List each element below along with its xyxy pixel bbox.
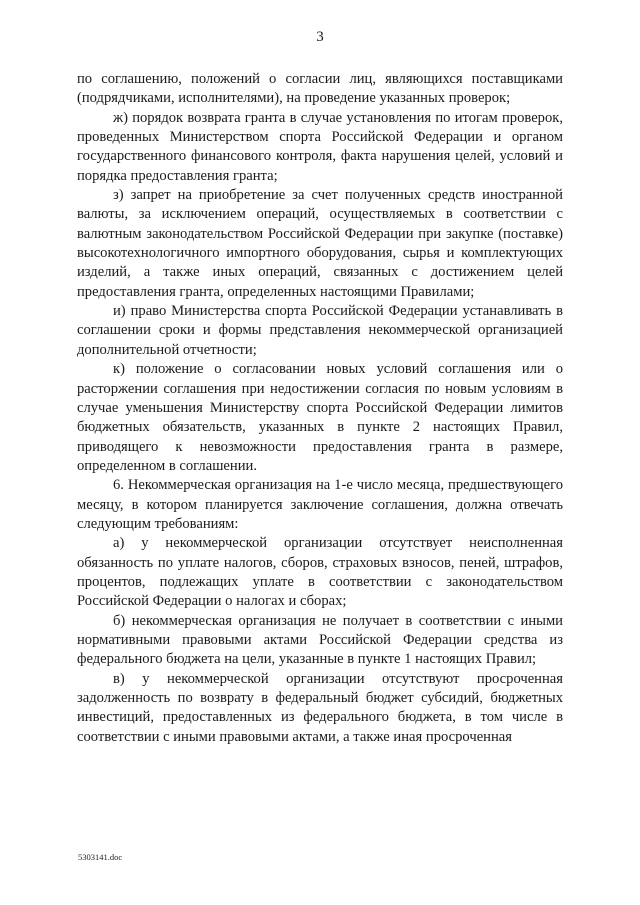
paragraph-item-z: з) запрет на приобретение за счет полученных средств иностранной валюты, за исключением операций, осуществляемых в соответствии с валютным законодательством Российской Федерации при закупке (поставке) высокотехнологичного импортного оборудования, сырья и комплектующих изделий, а также иных операций, связанных с достижением целей предоставления гранта, определенных настоящими Правилами; bbox=[77, 187, 563, 300]
paragraph-item-b: б) некоммерческая организация не получает в соответствии с иными нормативными правовыми актами Российской Федерации средства из федерального бюджета на цели, указанные в пункте 1 настоящих Правил; bbox=[77, 612, 563, 668]
paragraph-item-i: и) право Министерства спорта Российской Федерации устанавливать в соглашении сроки и формы представления некоммерческой организацией дополнительной отчетности; bbox=[77, 303, 563, 358]
paragraph-continuation: по соглашению, положений о согласии лиц, являющихся поставщиками (подрядчиками, исполнителями), на проведение указанных проверок; bbox=[77, 71, 563, 107]
footer-document-code: 5303141.doc bbox=[78, 852, 123, 862]
paragraph-section-6: 6. Некоммерческая организация на 1-е число месяца, предшествующего месяцу, в котором планируется заключение соглашения, должна отвечать следующим требованиям: bbox=[77, 477, 563, 532]
paragraph-item-v: в) у некоммерческой организации отсутствуют просроченная задолженность по возврату в федеральный бюджет субсидий, бюджетных инвестиций, предоставленных из федерального бюджета, в том числе в соответствии с иными правовыми актами, а также иная просроченная bbox=[77, 670, 563, 745]
paragraph-item-k: к) положение о согласовании новых условий соглашения или о расторжении соглашения при недостижении согласия по новым условиям в случае уменьшения Министерству спорта Российской Федерации лимитов бюджетных обязательств, указанных в пункте 2 настоящих Правил, приводящего к невозможности предоставления гранта в размере, определенном в соглашении. bbox=[77, 361, 563, 474]
document-body bbox=[77, 70, 563, 747]
paragraph-item-zh: ж) порядок возврата гранта в случае установления по итогам проверок, проведенных Министерством спорта Российской Федерации и органом государственного финансового контроля, факта нарушения целей, условий и порядка предоставления гранта; bbox=[77, 109, 563, 184]
page-number: 3 bbox=[316, 29, 324, 45]
paragraph-item-a: а) у некоммерческой организации отсутствует неисполненная обязанность по уплате налогов, сборов, страховых взносов, пеней, штрафов, процентов, подлежащих уплате в соответствии с законодательством Российской Федерации о налогах и сборах; bbox=[77, 535, 563, 610]
